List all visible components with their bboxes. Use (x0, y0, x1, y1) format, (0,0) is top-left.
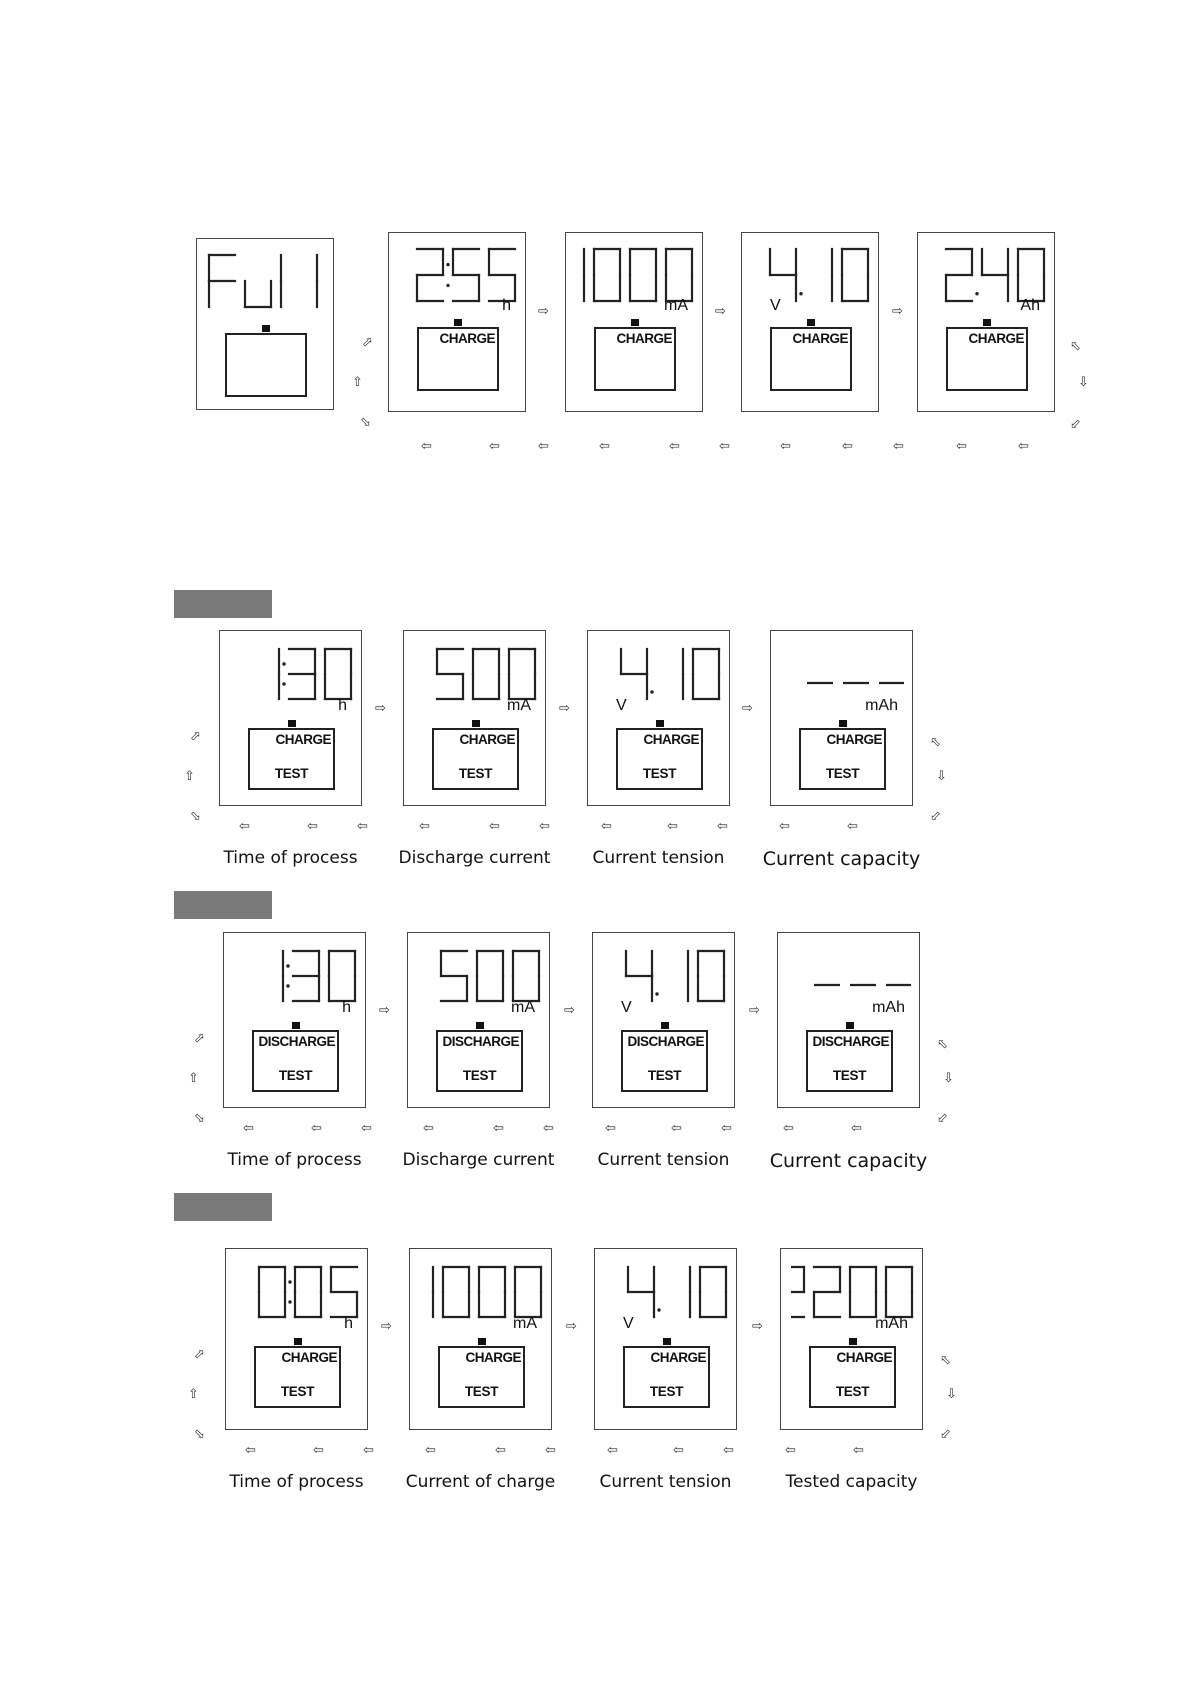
lcd-screen (741, 232, 879, 412)
right-arrow-icon: ⇨ (538, 304, 549, 319)
left-arrow-icon: ⇦ (419, 819, 430, 834)
mode-label: DISCHARGE (442, 1034, 519, 1049)
lcd-screen (225, 1248, 368, 1430)
status-box (623, 1346, 710, 1408)
left-arrow-icon: ⇦ (719, 439, 730, 454)
down-right-arrow-icon: ⬂ (190, 809, 201, 824)
down-arrow-icon: ⇩ (1078, 375, 1089, 390)
up-arrow-icon: ⇧ (188, 1387, 199, 1402)
section-tab (174, 590, 272, 618)
mode-label: CHARGE (459, 732, 515, 747)
status-box (252, 1030, 339, 1092)
right-arrow-icon: ⇨ (381, 1319, 392, 1334)
mode-label: CHARGE (275, 732, 331, 747)
mode-indicator (472, 720, 480, 727)
test-label: TEST (464, 1384, 499, 1399)
test-label: TEST (825, 766, 860, 781)
left-arrow-icon: ⇦ (243, 1121, 254, 1136)
left-arrow-icon: ⇦ (239, 819, 250, 834)
caption-label: Discharge current (402, 1150, 555, 1170)
lcd-digits (788, 949, 911, 1003)
up-arrow-icon: ⇧ (184, 769, 195, 784)
lcd-screen (592, 932, 735, 1108)
status-box (225, 333, 307, 397)
unit-label: V (623, 1315, 634, 1332)
lcd-digits (928, 247, 1046, 303)
caption-label: Current tension (592, 848, 725, 868)
unit-label: mA (511, 999, 535, 1016)
left-arrow-icon: ⇦ (893, 439, 904, 454)
status-box (806, 1030, 893, 1092)
mode-indicator (656, 720, 664, 727)
left-arrow-icon: ⇦ (1018, 439, 1029, 454)
test-label: TEST (274, 766, 309, 781)
unit-label: mAh (875, 1315, 908, 1332)
mode-indicator (454, 319, 462, 326)
unit-label: V (621, 999, 632, 1016)
left-arrow-icon: ⇦ (673, 1443, 684, 1458)
down-arrow-icon: ⇩ (943, 1071, 954, 1086)
caption-label: Current tension (599, 1472, 732, 1492)
unit-label: h (344, 1315, 353, 1332)
lcd-digits (399, 247, 517, 303)
left-arrow-icon: ⇦ (543, 1121, 554, 1136)
down-right-arrow-icon: ⬂ (360, 415, 371, 430)
unit-label: mAh (872, 999, 905, 1016)
unit-label: h (338, 697, 347, 714)
mode-label: CHARGE (792, 331, 848, 346)
up-right-arrow-icon: ⬀ (362, 335, 373, 350)
status-box (436, 1030, 523, 1092)
lcd-screen (409, 1248, 552, 1430)
left-arrow-icon: ⇦ (667, 819, 678, 834)
unit-label: h (342, 999, 351, 1016)
left-arrow-icon: ⇦ (245, 1443, 256, 1458)
unit-label: Ah (1020, 297, 1040, 314)
caption-label: Current tension (597, 1150, 730, 1170)
left-arrow-icon: ⇦ (313, 1443, 324, 1458)
lcd-digits (791, 1265, 914, 1319)
lcd-digits (420, 1265, 543, 1319)
lcd-digits (418, 949, 541, 1003)
left-arrow-icon: ⇦ (721, 1121, 732, 1136)
left-arrow-icon: ⇦ (361, 1121, 372, 1136)
right-arrow-icon: ⇨ (379, 1003, 390, 1018)
left-arrow-icon: ⇦ (671, 1121, 682, 1136)
status-box (621, 1030, 708, 1092)
left-arrow-icon: ⇦ (493, 1121, 504, 1136)
section-tab (174, 1193, 272, 1221)
lcd-screen (594, 1248, 737, 1430)
test-label: TEST (835, 1384, 870, 1399)
unit-label: mA (513, 1315, 537, 1332)
mode-indicator (476, 1022, 484, 1029)
down-right-arrow-icon: ⬂ (194, 1427, 205, 1442)
left-arrow-icon: ⇦ (669, 439, 680, 454)
test-label: TEST (647, 1068, 682, 1083)
right-arrow-icon: ⇨ (566, 1319, 577, 1334)
mode-label: CHARGE (465, 1350, 521, 1365)
mode-label: DISCHARGE (627, 1034, 704, 1049)
left-arrow-icon: ⇦ (311, 1121, 322, 1136)
test-label: TEST (649, 1384, 684, 1399)
left-arrow-icon: ⇦ (780, 439, 791, 454)
lcd-screen (403, 630, 546, 806)
mode-indicator (661, 1022, 669, 1029)
up-arrow-icon: ⇧ (352, 375, 363, 390)
caption-label: Tested capacity (785, 1472, 918, 1492)
left-arrow-icon: ⇦ (605, 1121, 616, 1136)
lcd-screen (223, 932, 366, 1108)
unit-label: h (502, 297, 511, 314)
left-arrow-icon: ⇦ (489, 819, 500, 834)
left-arrow-icon: ⇦ (847, 819, 858, 834)
mode-label: CHARGE (439, 331, 495, 346)
left-arrow-icon: ⇦ (607, 1443, 618, 1458)
mode-label: CHARGE (968, 331, 1024, 346)
lcd-digits (414, 647, 537, 701)
left-arrow-icon: ⇦ (357, 819, 368, 834)
mode-label: CHARGE (643, 732, 699, 747)
status-box (254, 1346, 341, 1408)
right-arrow-icon: ⇨ (715, 304, 726, 319)
right-arrow-icon: ⇨ (559, 701, 570, 716)
lcd-screen (780, 1248, 923, 1430)
lcd-digits (603, 949, 726, 1003)
mode-indicator (294, 1338, 302, 1345)
lcd-screen (917, 232, 1055, 412)
status-box (594, 327, 676, 391)
caption-label: Current of charge (405, 1472, 556, 1492)
mode-label: DISCHARGE (812, 1034, 889, 1049)
lcd-screen (196, 238, 334, 410)
right-arrow-icon: ⇨ (564, 1003, 575, 1018)
lcd-digits (234, 949, 357, 1003)
mode-indicator (631, 319, 639, 326)
status-box (946, 327, 1028, 391)
down-arrow-icon: ⇩ (936, 769, 947, 784)
lcd-digits (752, 247, 870, 303)
lcd-screen (587, 630, 730, 806)
test-label: TEST (278, 1068, 313, 1083)
left-arrow-icon: ⇦ (489, 439, 500, 454)
down-left-arrow-icon: ⬃ (1070, 417, 1081, 432)
up-right-arrow-icon: ⬀ (190, 729, 201, 744)
left-arrow-icon: ⇦ (421, 439, 432, 454)
left-arrow-icon: ⇦ (307, 819, 318, 834)
down-arrow-icon: ⇩ (946, 1387, 957, 1402)
caption-label: Time of process (223, 848, 358, 868)
mode-indicator (663, 1338, 671, 1345)
down-left-arrow-icon: ⬃ (930, 809, 941, 824)
up-left-arrow-icon: ⬁ (937, 1037, 948, 1052)
up-left-arrow-icon: ⬁ (1070, 339, 1081, 354)
left-arrow-icon: ⇦ (545, 1443, 556, 1458)
unit-label: mAh (865, 697, 898, 714)
mode-indicator (292, 1022, 300, 1029)
lcd-digits (207, 253, 325, 309)
status-box (770, 327, 852, 391)
mode-label: CHARGE (616, 331, 672, 346)
caption-label: Current capacity (762, 848, 921, 870)
lcd-screen (407, 932, 550, 1108)
mode-indicator (849, 1338, 857, 1345)
right-arrow-icon: ⇨ (375, 701, 386, 716)
status-box (616, 728, 703, 790)
mode-indicator (478, 1338, 486, 1345)
unit-label: mA (507, 697, 531, 714)
section-tab (174, 891, 272, 919)
mode-indicator (846, 1022, 854, 1029)
status-box (809, 1346, 896, 1408)
unit-label: V (770, 297, 781, 314)
left-arrow-icon: ⇦ (363, 1443, 374, 1458)
lcd-screen (770, 630, 913, 806)
status-box (248, 728, 335, 790)
left-arrow-icon: ⇦ (853, 1443, 864, 1458)
test-label: TEST (832, 1068, 867, 1083)
right-arrow-icon: ⇨ (892, 304, 903, 319)
test-label: TEST (280, 1384, 315, 1399)
lcd-screen (777, 932, 920, 1108)
up-right-arrow-icon: ⬀ (194, 1031, 205, 1046)
status-box (438, 1346, 525, 1408)
down-right-arrow-icon: ⬂ (194, 1111, 205, 1126)
left-arrow-icon: ⇦ (495, 1443, 506, 1458)
mode-indicator (807, 319, 815, 326)
unit-label: mA (664, 297, 688, 314)
left-arrow-icon: ⇦ (723, 1443, 734, 1458)
mode-label: CHARGE (650, 1350, 706, 1365)
status-box (432, 728, 519, 790)
left-arrow-icon: ⇦ (599, 439, 610, 454)
left-arrow-icon: ⇦ (425, 1443, 436, 1458)
down-left-arrow-icon: ⬃ (940, 1427, 951, 1442)
lcd-digits (576, 247, 694, 303)
lcd-screen (388, 232, 526, 412)
lcd-screen (565, 232, 703, 412)
left-arrow-icon: ⇦ (539, 819, 550, 834)
caption-label: Time of process (227, 1150, 362, 1170)
lcd-digits (236, 1265, 359, 1319)
mode-indicator (262, 325, 270, 332)
lcd-digits (230, 647, 353, 701)
caption-label: Time of process (229, 1472, 364, 1492)
left-arrow-icon: ⇦ (779, 819, 790, 834)
test-label: TEST (458, 766, 493, 781)
lcd-digits (598, 647, 721, 701)
mode-indicator (983, 319, 991, 326)
mode-label: CHARGE (836, 1350, 892, 1365)
left-arrow-icon: ⇦ (783, 1121, 794, 1136)
mode-indicator (288, 720, 296, 727)
left-arrow-icon: ⇦ (851, 1121, 862, 1136)
status-box (799, 728, 886, 790)
left-arrow-icon: ⇦ (601, 819, 612, 834)
unit-label: V (616, 697, 627, 714)
down-left-arrow-icon: ⬃ (937, 1111, 948, 1126)
up-arrow-icon: ⇧ (188, 1071, 199, 1086)
test-label: TEST (642, 766, 677, 781)
mode-label: DISCHARGE (258, 1034, 335, 1049)
left-arrow-icon: ⇦ (956, 439, 967, 454)
lcd-screen (219, 630, 362, 806)
lcd-digits (781, 647, 904, 701)
up-right-arrow-icon: ⬀ (194, 1347, 205, 1362)
right-arrow-icon: ⇨ (752, 1319, 763, 1334)
right-arrow-icon: ⇨ (749, 1003, 760, 1018)
status-box (417, 327, 499, 391)
test-label: TEST (462, 1068, 497, 1083)
mode-label: CHARGE (826, 732, 882, 747)
up-left-arrow-icon: ⬁ (930, 735, 941, 750)
mode-label: CHARGE (281, 1350, 337, 1365)
left-arrow-icon: ⇦ (842, 439, 853, 454)
left-arrow-icon: ⇦ (423, 1121, 434, 1136)
mode-indicator (839, 720, 847, 727)
left-arrow-icon: ⇦ (785, 1443, 796, 1458)
lcd-digits (605, 1265, 728, 1319)
left-arrow-icon: ⇦ (717, 819, 728, 834)
caption-label: Current capacity (769, 1150, 928, 1172)
left-arrow-icon: ⇦ (538, 439, 549, 454)
right-arrow-icon: ⇨ (742, 701, 753, 716)
caption-label: Discharge current (398, 848, 551, 868)
up-left-arrow-icon: ⬁ (940, 1353, 951, 1368)
